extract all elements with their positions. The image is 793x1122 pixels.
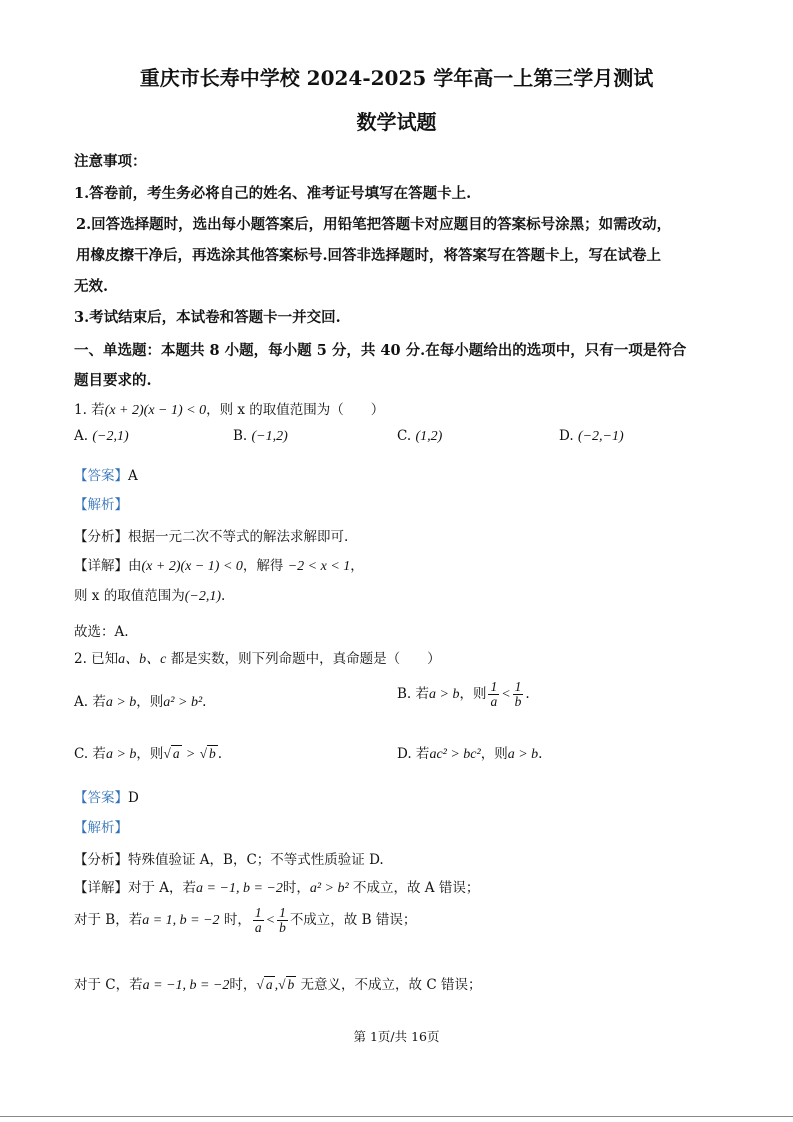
q1-xiangjie-mid: ，解得	[242, 558, 284, 574]
q2-a-end: 不成立，故 A 错误；	[352, 880, 480, 896]
q2-stem-post: 都是实数，则下列命题中，真命题是（ ）	[170, 651, 441, 667]
q1-prefix: 1. 若	[74, 402, 105, 418]
q1-option-b	[233, 428, 288, 445]
q1-option-d-value: (−2,−1)	[577, 429, 624, 444]
q1-xiangjie-pre: 由	[128, 558, 142, 574]
q2-a-mid: 时，	[282, 880, 310, 896]
q2-option-c-cond: a > b	[105, 747, 137, 762]
q1-choose: 故选：A.	[74, 624, 129, 640]
q2-stem-pre: 2. 已知	[74, 651, 119, 667]
q2-option-d-label: D. 若	[397, 746, 430, 762]
q2-option-b-cond: a > b	[429, 687, 460, 703]
q2-stem-vars: a、b、c	[118, 652, 167, 667]
q2-c-pre: 对于 C，若	[74, 977, 143, 993]
q2-option-b	[397, 680, 530, 709]
q2-option-c-sqrt-a: √ a	[163, 746, 180, 761]
notice-heading: 注意事项：	[74, 153, 147, 170]
q1-range-end: .	[220, 588, 226, 604]
q1-analysis-tag: 【解析】	[74, 497, 128, 513]
q2-b-mid: 时，	[223, 912, 251, 929]
question-1-stem	[74, 398, 384, 419]
q2-answer	[74, 786, 139, 806]
q1-option-d-label: D.	[559, 428, 574, 444]
page-bottom-divider	[0, 1116, 793, 1117]
q2-xiangjie-c	[74, 973, 481, 994]
q1-suffix: ，则 x 的取值范围为（ ）	[206, 402, 385, 418]
q2-option-b-less-than: <	[501, 687, 511, 703]
q2-option-a-label: A. 若	[74, 694, 106, 710]
q2-option-b-mid: ，则	[459, 686, 487, 703]
q2-xiangjie-a	[74, 876, 479, 897]
q1-xiangjie-end: ，	[350, 558, 364, 574]
q2-c-mid: 时，	[229, 977, 257, 993]
q1-xiangjie-tag: 【详解】	[74, 558, 128, 574]
q2-option-b-label: B. 若	[397, 686, 430, 703]
question-2-stem	[74, 647, 441, 668]
q2-option-c-label: C. 若	[74, 746, 106, 762]
q2-answer-value: D	[128, 790, 139, 806]
q1-fenxi	[74, 525, 348, 545]
q1-xiangjie	[74, 554, 364, 575]
q2-option-b-fraction-right: $\frac{1}{b}$	[514, 679, 522, 710]
notice-item-1: 1.答卷前，考生务必将自己的姓名、准考证号填写在答题卡上.	[74, 185, 472, 202]
q2-a-values: a = −1, b = −2	[196, 881, 283, 896]
q2-c-sqrt-a: √ a	[256, 977, 273, 992]
q1-option-c-value: (1,2)	[415, 429, 443, 444]
q2-b-fraction-right: $\frac{1}{b}$	[279, 905, 286, 936]
q1-option-c-label: C.	[397, 428, 412, 444]
q1-xiangjie-solution: −2 < x < 1	[287, 559, 351, 574]
q1-option-a-value: (−2,1)	[92, 429, 129, 444]
q2-b-fraction-left: $\frac{1}{a}$	[254, 905, 262, 936]
section-heading-line-2: 题目要求的.	[74, 372, 152, 389]
q2-a-pre: 对于 A，若	[128, 880, 197, 896]
q1-expression: (x + 2)(x − 1) < 0	[104, 403, 207, 418]
q1-option-a	[74, 428, 129, 445]
q1-answer	[74, 464, 138, 484]
q2-b-pre: 对于 B，若	[74, 912, 143, 929]
q2-option-c-greater-than: >	[185, 747, 196, 762]
q1-option-a-label: A.	[74, 428, 89, 444]
q2-b-end: 不成立，故 B 错误；	[289, 912, 417, 929]
q2-c-values: a = −1, b = −2	[142, 978, 230, 993]
q2-a-expression: a² > b²	[309, 881, 349, 896]
q1-range-pre: 则 x 的取值范围为	[74, 588, 185, 604]
q2-option-d-end: .	[538, 746, 543, 762]
q2-analysis-tag: 【解析】	[74, 820, 128, 836]
q1-answer-value: A	[128, 468, 138, 484]
q1-fenxi-text: 根据一元二次不等式的解法求解即可.	[128, 529, 349, 545]
page-subtitle: 数学试题	[356, 110, 437, 134]
notice-item-2-line-3: 无效.	[74, 278, 109, 295]
q2-option-c	[74, 742, 222, 763]
q2-option-d-mid: ，则	[480, 746, 508, 762]
q2-option-a-mid: ，则	[136, 694, 164, 710]
section-heading-line-1: 一、单选题：本题共 8 小题，每小题 5 分，共 40 分.在每小题给出的选项中，只有一项是符合	[74, 342, 687, 359]
q2-option-d-cond: ac² > bc²	[429, 747, 481, 762]
q1-range-value: (−2,1)	[184, 589, 221, 604]
page-number: 第 1页/共 16页	[353, 1029, 440, 1044]
notice-item-2-line-2: 用橡皮擦干净后，再选涂其他答案标号.回答非选择题时，将答案写在答题卡上，写在试卷上	[76, 247, 662, 264]
q2-option-d-result: a > b	[507, 747, 539, 762]
q2-fenxi-text: 特殊值验证 A，B，C；不等式性质验证 D.	[128, 852, 384, 868]
q2-b-less-than: <	[265, 913, 276, 929]
q1-xiangjie-expression: (x + 2)(x − 1) < 0	[141, 559, 243, 574]
q2-fenxi-tag: 【分析】	[74, 852, 128, 868]
q1-option-b-value: (−1,2)	[251, 429, 288, 444]
q2-option-c-sqrt-b: √ b	[199, 746, 216, 761]
q2-xiangjie-tag: 【详解】	[74, 880, 128, 896]
q2-b-values: a = 1, b = −2	[142, 913, 220, 929]
q1-option-c	[397, 428, 442, 445]
q2-option-a	[74, 690, 206, 711]
q2-option-a-end: .	[202, 694, 207, 710]
q2-option-b-end: .	[525, 686, 530, 703]
notice-item-2-line-1: 2.回答选择题时，选出每小题答案后，用铅笔把答题卡对应题目的答案标号涂黑；如需改动，	[76, 216, 672, 233]
q2-fenxi	[74, 848, 384, 868]
q1-option-b-label: B.	[233, 428, 248, 444]
page-title: 重庆市长寿中学校 2024-2025 学年高一上第三学月测试	[139, 66, 654, 90]
q2-xiangjie-b	[74, 906, 416, 935]
q2-option-c-mid: ，则	[136, 746, 164, 762]
q1-range	[74, 584, 225, 605]
q2-option-a-result: a² > b²	[163, 695, 203, 710]
q2-answer-tag: 【答案】	[74, 790, 128, 806]
q2-c-comma: ,	[274, 978, 279, 993]
q2-c-end: 无意义，不成立，故 C 错误；	[300, 977, 482, 993]
q2-option-c-end: .	[217, 746, 223, 762]
notice-item-3: 3.考试结束后，本试卷和答题卡一并交回.	[74, 309, 341, 326]
q2-c-sqrt-b: √ b	[278, 977, 295, 992]
q2-option-d	[397, 742, 542, 763]
q1-answer-tag: 【答案】	[74, 468, 128, 484]
q1-option-d	[559, 428, 624, 445]
q2-option-a-cond: a > b	[105, 695, 137, 710]
q2-option-b-fraction-left: $\frac{1}{a}$	[490, 679, 498, 710]
q1-fenxi-tag: 【分析】	[74, 529, 128, 545]
